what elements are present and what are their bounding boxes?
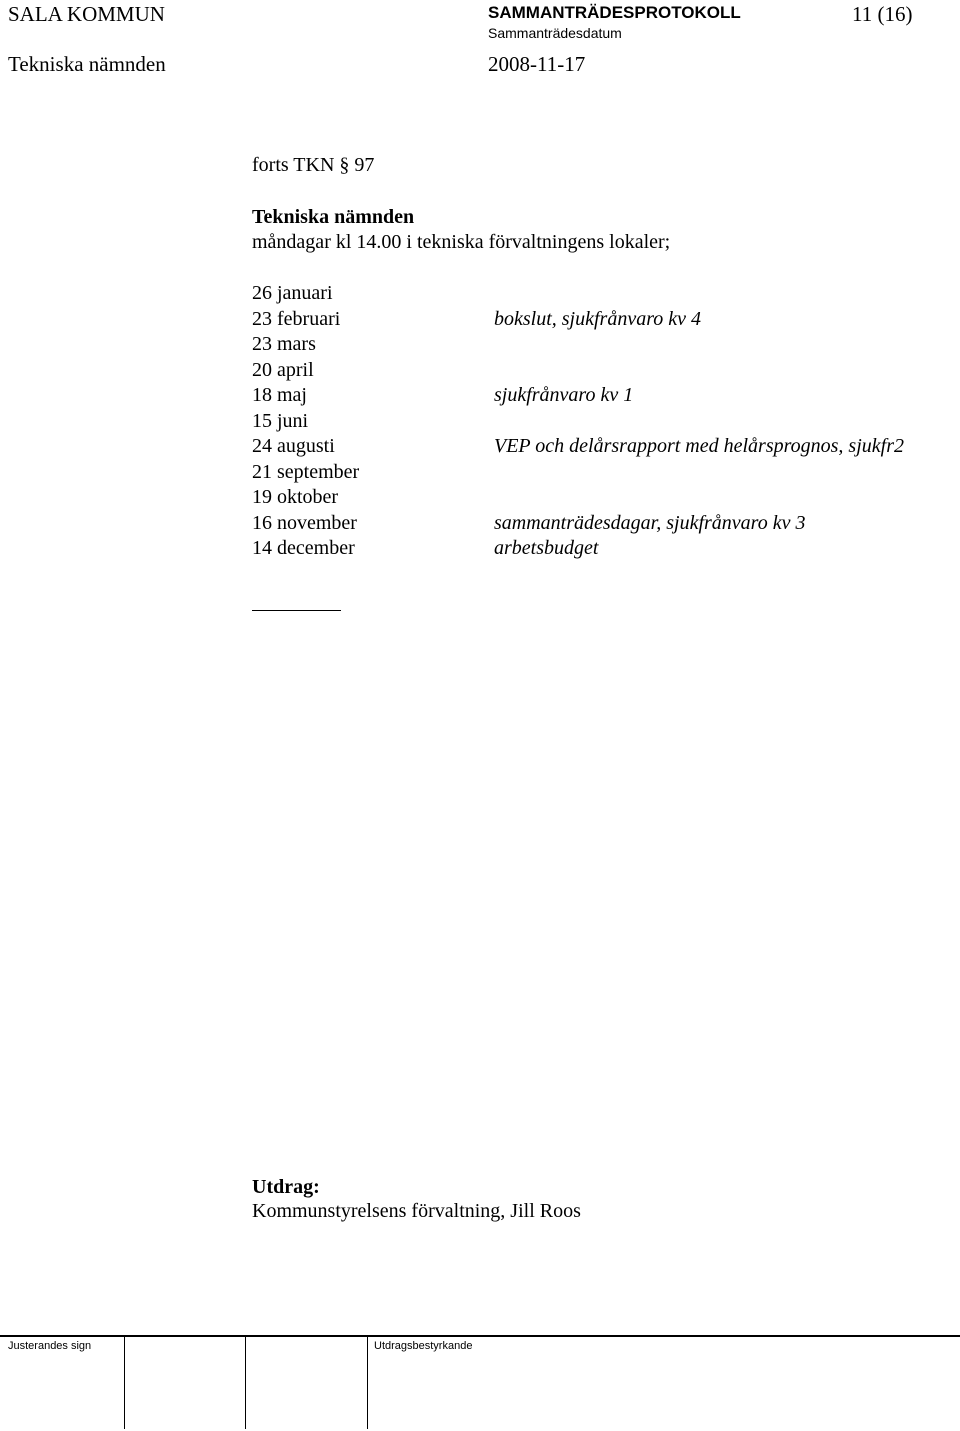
schedule-date: 16 november <box>252 511 357 534</box>
schedule-note: sjukfrånvaro kv 1 <box>494 384 634 406</box>
schedule-row <box>252 460 960 486</box>
schedule-row <box>252 536 960 562</box>
schedule-row <box>252 332 960 358</box>
schedule-date: 15 juni <box>252 409 309 432</box>
schedule-date: 18 maj <box>252 384 307 406</box>
schedule-row <box>252 485 960 511</box>
schedule-row <box>252 434 960 460</box>
schedule-row <box>252 511 960 537</box>
extract-label: Utdrag: <box>252 1176 320 1198</box>
schedule-note: VEP och delårsrapport med helårsprognos, sjukfr2 <box>494 435 904 457</box>
schedule-note: sammanträdesdagar, sjukfrånvaro kv 3 <box>494 511 806 534</box>
adjuster-sign-box-3 <box>245 1337 368 1429</box>
organization-name: SALA KOMMUN <box>8 2 165 26</box>
extract-certifier-label: Utdragsbestyrkande <box>374 1340 473 1352</box>
meeting-intro: måndagar kl 14.00 i tekniska förvaltningens lokaler; <box>252 231 671 253</box>
adjuster-sign-label: Justerandes sign <box>8 1340 92 1352</box>
adjuster-sign-box-2 <box>124 1337 246 1429</box>
extract-certifier-box <box>367 1337 960 1429</box>
meeting-date-label: Sammanträdesdatum <box>488 25 622 41</box>
committee-name: Tekniska nämnden <box>8 52 166 76</box>
schedule-row <box>252 358 960 384</box>
page-number: 11 (16) <box>852 2 913 26</box>
continuation-reference: forts TKN § 97 <box>252 154 375 176</box>
schedule-note: arbetsbudget <box>494 537 599 559</box>
schedule-row <box>252 281 960 307</box>
schedule-date: 20 april <box>252 358 314 381</box>
schedule-date: 19 oktober <box>252 486 339 508</box>
extract-recipient: Kommunstyrelsens förvaltning, Jill Roos <box>252 1200 581 1222</box>
schedule-date: 14 december <box>252 537 355 559</box>
meeting-date: 2008-11-17 <box>488 52 586 76</box>
schedule-date: 24 augusti <box>252 435 335 457</box>
committee-heading: Tekniska nämnden <box>252 206 415 228</box>
schedule-row <box>252 307 960 333</box>
meeting-schedule <box>252 281 960 562</box>
adjuster-sign-box-1 <box>0 1337 124 1429</box>
signature-footer <box>0 1335 960 1431</box>
schedule-date: 23 februari <box>252 307 341 330</box>
schedule-note: bokslut, sjukfrånvaro kv 4 <box>494 307 702 330</box>
schedule-date: 23 mars <box>252 333 316 355</box>
schedule-date: 21 september <box>252 460 360 483</box>
document-type: SAMMANTRÄDESPROTOKOLL <box>488 3 741 22</box>
schedule-date: 26 januari <box>252 282 333 304</box>
schedule-row <box>252 383 960 409</box>
schedule-row <box>252 409 960 435</box>
section-end-rule <box>252 610 341 611</box>
